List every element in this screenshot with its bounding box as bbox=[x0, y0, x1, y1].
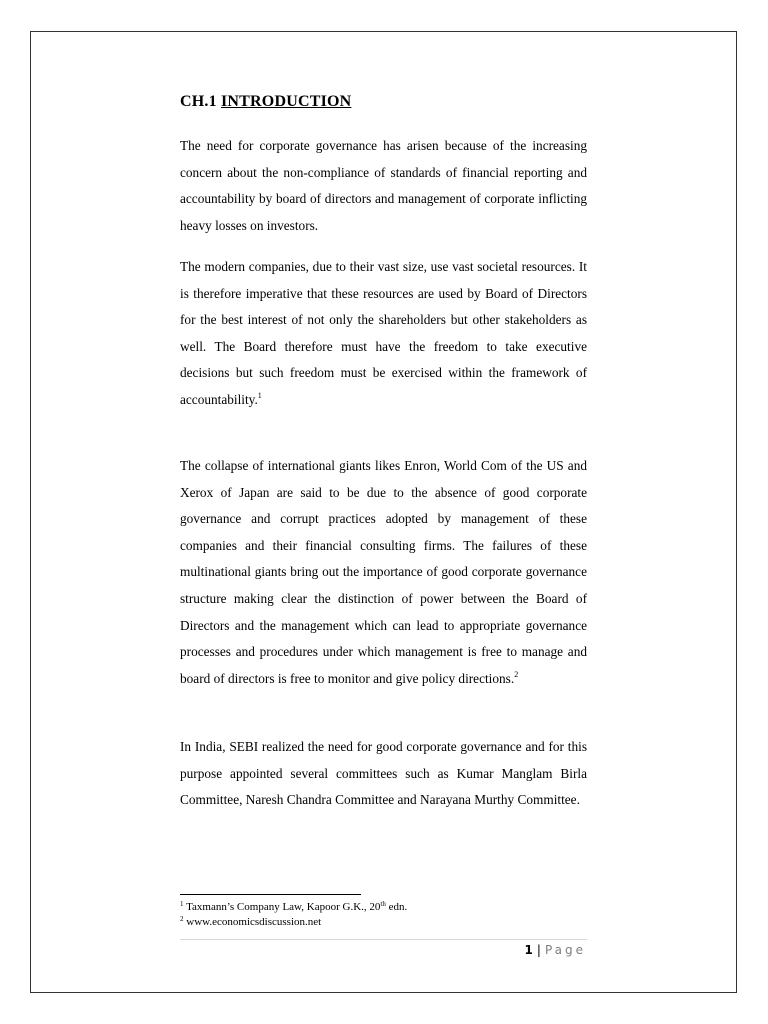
footnote-ref-2[interactable]: 2 bbox=[514, 669, 519, 679]
page-footer-separator: | bbox=[536, 943, 541, 957]
footnote-2-marker: 2 bbox=[180, 915, 184, 923]
page-number: 1 bbox=[524, 943, 533, 957]
footnote-2-text[interactable]: www.economicsdiscussion.net bbox=[186, 916, 322, 928]
paragraph-1-text: The need for corporate governance has arisen because of the increasing concern about the non-compliance of standards of financial reporting and accountability by board of directors and management of corporate inflicting heavy losses on investors. bbox=[180, 138, 587, 233]
footnote-ref-1[interactable]: 1 bbox=[257, 390, 262, 400]
paragraph-2 bbox=[180, 254, 587, 414]
footnote-divider bbox=[180, 894, 361, 895]
page-label: Page bbox=[544, 943, 586, 957]
paragraph-1 bbox=[180, 133, 587, 239]
chapter-heading bbox=[180, 93, 351, 111]
paragraph-3 bbox=[180, 453, 587, 692]
chapter-title: INTRODUCTION bbox=[221, 93, 352, 110]
footnote-1-suffix: edn. bbox=[385, 901, 408, 913]
footnote-1-marker: 1 bbox=[180, 900, 184, 908]
footnote-1 bbox=[180, 900, 407, 914]
chapter-number: CH.1 bbox=[180, 93, 221, 110]
footer-divider bbox=[180, 939, 587, 940]
paragraph-4 bbox=[180, 734, 587, 814]
paragraph-4-text: In India, SEBI realized the need for good corporate governance and for this purpose appointed several committees such as Kumar Manglam Birla Committee, Naresh Chandra Committee and Narayana Murthy Committee. bbox=[180, 739, 587, 808]
page-footer bbox=[525, 943, 586, 957]
footnote-1-text: Taxmann’s Company Law, Kapoor G.K., 20 bbox=[186, 901, 381, 913]
footnote-2 bbox=[180, 915, 321, 929]
paragraph-3-text: The collapse of international giants likes Enron, World Com of the US and Xerox of Japan are said to be due to the absence of good corporate governance and corrupt practices adopted by management of these companies and their financial consulting firms. The failures of these multinational giants bring out the importance of good corporate governance structure making clear the distinction of power between the Board of Directors and the management which can lead to appropriate governance processes and procedures under which management is free to manage and board of directors is free to monitor and give policy directions. bbox=[180, 458, 587, 686]
footnote-1-ordinal: th bbox=[380, 900, 386, 908]
paragraph-2-text: The modern companies, due to their vast size, use vast societal resources. It is therefore imperative that these resources are used by Board of Directors for the best interest of not only the shareholders but other stakeholders as well. The Board therefore must have the freedom to take executive decisions but such freedom must be exercised within the framework of accountability. bbox=[180, 259, 587, 407]
